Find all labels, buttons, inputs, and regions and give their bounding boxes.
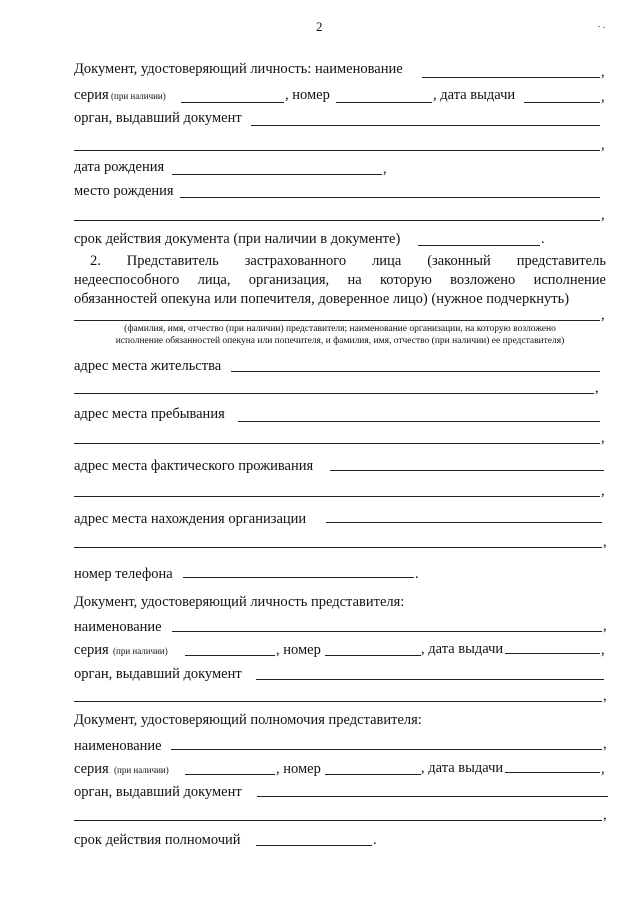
rep-issue-date-line[interactable]: [505, 653, 600, 654]
series-label: серия: [74, 87, 109, 103]
comma: ,: [601, 642, 605, 658]
paragraph-word: (законный: [427, 253, 491, 269]
paragraph-word: Представитель: [126, 253, 219, 269]
auth-if-available-note: (при наличии): [114, 765, 169, 775]
rep-issued-by-label: орган, выдавший документ: [74, 666, 242, 682]
caption-line-1: (фамилия, имя, отчество (при наличии) представителя; наименование организации, на которую возложено: [124, 324, 556, 334]
section2-line3: обязанностей опекуна или попечителя, доверенное лицо) (нужное подчеркнуть): [74, 291, 570, 307]
page-number: 2: [316, 19, 323, 34]
organization-address-line[interactable]: [326, 522, 602, 523]
rep-series-line[interactable]: [185, 655, 275, 656]
scan-mark: [603, 27, 605, 28]
auth-issued-by-line-2[interactable]: [74, 820, 602, 821]
auth-issue-date-label: , дата выдачи: [421, 760, 504, 776]
auth-number-label: , номер: [276, 761, 321, 777]
if-available-note: (при наличии): [111, 91, 166, 101]
stay-address-label: адрес места пребывания: [74, 406, 225, 422]
rep-if-available-note: (при наличии): [113, 646, 168, 656]
auth-series-label: серия: [74, 761, 109, 777]
issue-date-label: , дата выдачи: [433, 87, 516, 103]
birth-date-line[interactable]: [172, 174, 382, 175]
actual-address-line-2[interactable]: [74, 496, 600, 497]
comma: ,: [595, 380, 599, 396]
birth-place-line-2[interactable]: [74, 220, 600, 221]
series-line[interactable]: [181, 102, 284, 103]
number-line[interactable]: [336, 102, 432, 103]
birth-place-label: место рождения: [74, 183, 174, 199]
paragraph-word: лица,: [197, 272, 231, 288]
comma: ,: [603, 736, 607, 752]
number-label: , номер: [285, 87, 330, 103]
paragraph-word: представитель: [516, 253, 606, 269]
comma: ,: [601, 483, 605, 499]
organization-address-line-2[interactable]: [74, 547, 602, 548]
paragraph-word: исполнение: [533, 272, 606, 288]
comma: ,: [383, 161, 387, 177]
validity-line[interactable]: [418, 245, 540, 246]
residence-address-line-2[interactable]: [74, 393, 594, 394]
residence-address-label: адрес места жительства: [74, 358, 222, 374]
paragraph-word: недееспособного: [74, 272, 180, 288]
period: .: [541, 231, 545, 247]
auth-issued-by-label: орган, выдавший документ: [74, 784, 242, 800]
rep-authority-name-label: наименование: [74, 738, 162, 754]
organization-address-label: адрес места нахождения организации: [74, 511, 307, 527]
section2-line1: [90, 254, 606, 269]
birth-date-label: дата рождения: [74, 159, 165, 175]
phone-line[interactable]: [183, 577, 414, 578]
comma: ,: [601, 64, 605, 80]
authority-validity-line[interactable]: [256, 845, 372, 846]
comma: ,: [601, 761, 605, 777]
rep-series-label: серия: [74, 642, 109, 658]
comma: ,: [601, 89, 605, 105]
rep-identity-name-line[interactable]: [172, 631, 602, 632]
actual-address-label: адрес места фактического проживания: [74, 458, 314, 474]
authority-validity-label: срок действия полномочий: [74, 832, 241, 848]
paragraph-word: на: [347, 272, 362, 288]
birth-place-line[interactable]: [180, 197, 600, 198]
identity-doc-name-line[interactable]: [422, 77, 600, 78]
comma: ,: [603, 534, 607, 550]
rep-authority-title: Документ, удостоверяющий полномочия представителя:: [74, 712, 422, 728]
scan-mark: [598, 26, 600, 27]
paragraph-word: лица: [372, 253, 402, 269]
rep-number-label: , номер: [276, 642, 321, 658]
stay-address-line-2[interactable]: [74, 443, 600, 444]
rep-identity-title: Документ, удостоверяющий личность представителя:: [74, 594, 405, 610]
rep-identity-name-label: наименование: [74, 619, 162, 635]
actual-address-line[interactable]: [330, 470, 604, 471]
representative-name-line[interactable]: [74, 320, 600, 321]
rep-authority-name-line[interactable]: [171, 749, 602, 750]
issued-by-line[interactable]: [251, 125, 600, 126]
paragraph-word: которую: [379, 272, 432, 288]
rep-issued-by-line[interactable]: [256, 679, 604, 680]
auth-issue-date-line[interactable]: [505, 772, 600, 773]
paragraph-word: 2.: [90, 253, 101, 269]
issue-date-line[interactable]: [524, 102, 600, 103]
section2-line2: [74, 273, 606, 288]
caption-line-2: исполнение обязанностей опекуна или попечителя, и фамилия, имя, отчество (при наличии) ее представителя): [115, 335, 565, 346]
comma: ,: [603, 618, 607, 634]
comma: ,: [601, 137, 605, 153]
comma: ,: [601, 307, 605, 323]
period: .: [415, 566, 419, 582]
stay-address-line[interactable]: [238, 421, 600, 422]
auth-number-line[interactable]: [325, 774, 421, 775]
identity-doc-title: Документ, удостоверяющий личность: наименование: [74, 61, 403, 77]
paragraph-word: возложено: [450, 272, 516, 288]
paragraph-word: организация,: [248, 272, 330, 288]
rep-issue-date-label: , дата выдачи: [421, 641, 504, 657]
rep-number-line[interactable]: [325, 655, 421, 656]
auth-series-line[interactable]: [185, 774, 275, 775]
issued-by-label: орган, выдавший документ: [74, 110, 242, 126]
comma: ,: [601, 207, 605, 223]
paragraph-word: застрахованного: [244, 253, 347, 269]
issued-by-line-2[interactable]: [74, 150, 600, 151]
rep-issued-by-line-2[interactable]: [74, 701, 602, 702]
auth-issued-by-line[interactable]: [257, 796, 608, 797]
representative-caption: [74, 324, 606, 348]
period: .: [373, 832, 377, 848]
comma: ,: [603, 807, 607, 823]
comma: ,: [603, 688, 607, 704]
phone-label: номер телефона: [74, 566, 173, 582]
comma: ,: [601, 430, 605, 446]
residence-address-line[interactable]: [231, 371, 600, 372]
validity-label: срок действия документа (при наличии в документе): [74, 231, 401, 247]
